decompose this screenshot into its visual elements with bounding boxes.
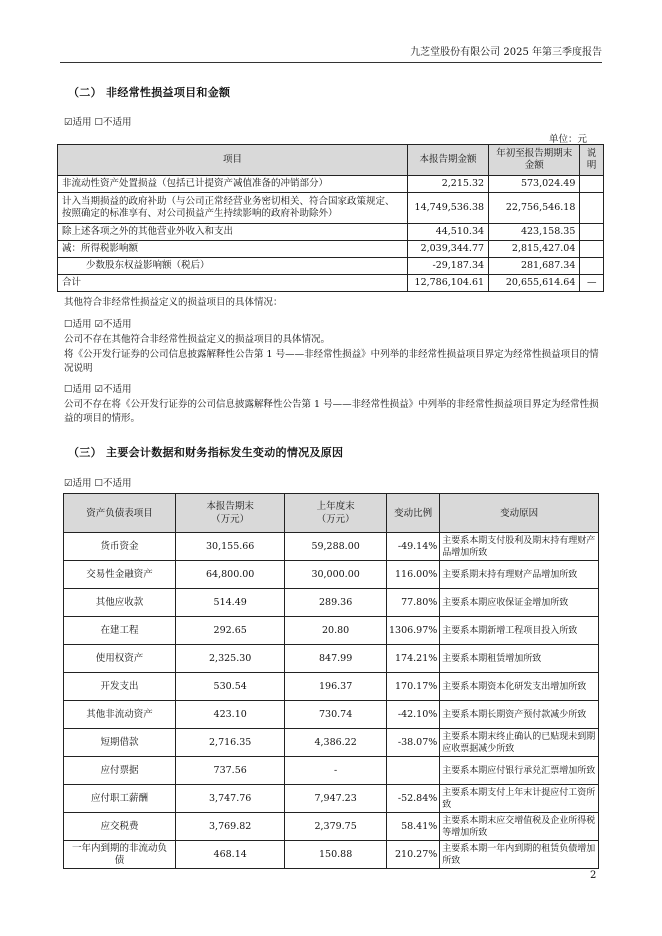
row-reason: 主要系本期资本化研发支出增加所致 <box>440 673 599 701</box>
table-row-total <box>58 275 604 292</box>
row-ytd: 22,756,546.18 <box>489 193 580 224</box>
row-pct: 210.27% <box>386 841 439 869</box>
row-prior: 2,379.75 <box>285 813 387 841</box>
row-reason: 主要系本期应收保证金增加所致 <box>440 589 599 617</box>
table-row <box>64 673 599 701</box>
table-row <box>64 645 599 673</box>
row-pct: -38.07% <box>386 729 439 757</box>
row-item: 短期借款 <box>64 729 176 757</box>
row-reason: 主要系期末持有理财产品增加所致 <box>440 561 599 589</box>
row-current: 64,800.00 <box>176 561 285 589</box>
table-row <box>64 589 599 617</box>
table-row <box>64 561 599 589</box>
row-ytd: 2,815,427.04 <box>489 241 580 258</box>
table-row <box>64 617 599 645</box>
page-number: 2 <box>590 870 597 881</box>
column-header: 资产负债表项目 <box>64 494 176 533</box>
paragraph: 将《公开发行证券的公司信息披露解释性公告第 1 号——非经常性损益》中列举的非经常性损益项目界定为经常性损益项目的情况说明 <box>64 349 599 374</box>
row-note <box>580 224 604 241</box>
row-prior: 7,947.23 <box>285 785 387 813</box>
row-reason: 主要系本期一年内到期的租赁负债增加所致 <box>440 841 599 869</box>
row-pct: 58.41% <box>386 813 439 841</box>
row-prior: 20.80 <box>285 617 387 645</box>
row-current: 423.10 <box>176 701 285 729</box>
row-pct: 116.00% <box>386 561 439 589</box>
column-header: 变动比例 <box>386 494 439 533</box>
row-item: 开发支出 <box>64 673 176 701</box>
column-header: 本报告期末 （万元） <box>176 494 285 533</box>
row-current: 2,039,344.77 <box>407 241 488 258</box>
column-header: 本报告期金额 <box>407 145 488 176</box>
row-current: 514.49 <box>176 589 285 617</box>
row-current: 468.14 <box>176 841 285 869</box>
table-row <box>64 841 599 869</box>
row-item: 少数股东权益影响额（税后） <box>58 258 408 275</box>
row-item: 货币资金 <box>64 533 176 561</box>
row-item: 其他非流动资产 <box>64 701 176 729</box>
row-item: 应付票据 <box>64 757 176 785</box>
row-current: 12,786,104.61 <box>407 275 488 292</box>
row-pct: 170.17% <box>386 673 439 701</box>
row-reason: 主要系本期长期资产预付款减少所致 <box>440 701 599 729</box>
row-item: 使用权资产 <box>64 645 176 673</box>
row-prior: 150.88 <box>285 841 387 869</box>
table-row <box>58 193 604 224</box>
table-row <box>64 701 599 729</box>
row-item: 应交税费 <box>64 813 176 841</box>
row-note <box>580 241 604 258</box>
row-current: 14,749,536.38 <box>407 193 488 224</box>
column-header: 变动原因 <box>440 494 599 533</box>
column-header: 说明 <box>580 145 604 176</box>
table-row <box>64 785 599 813</box>
row-item: 计入当期损益的政府补助（与公司正常经营业务密切相关、符合国家政策规定、按照确定的标准享有、对公司损益产生持续影响的政府补助除外） <box>58 193 408 224</box>
row-prior: 847.99 <box>285 645 387 673</box>
row-current: 2,325.30 <box>176 645 285 673</box>
row-ytd: 423,158.35 <box>489 224 580 241</box>
row-pct: 1306.97% <box>386 617 439 645</box>
row-ytd: 20,655,614.64 <box>489 275 580 292</box>
nonrecurring-table <box>57 144 604 292</box>
page-header: 九芝堂股份有限公司 2025 年第三季度报告 <box>60 46 602 63</box>
applicable-checkbox-1: ☑适用 ☐不适用 <box>64 117 132 128</box>
row-reason: 主要系本期末应交增值税及企业所得税等增加所致 <box>440 813 599 841</box>
section-heading-nonrecurring: （二） 非经常性损益项目和金额 <box>68 86 231 99</box>
row-current: 530.54 <box>176 673 285 701</box>
row-current: 44,510.34 <box>407 224 488 241</box>
table-header-row <box>58 145 604 176</box>
row-pct: 174.21% <box>386 645 439 673</box>
row-note <box>580 258 604 275</box>
table-row <box>64 729 599 757</box>
table-header-row <box>64 494 599 533</box>
row-current: 30,155.66 <box>176 533 285 561</box>
column-header: 上年度末 （万元） <box>285 494 387 533</box>
row-pct: -42.10% <box>386 701 439 729</box>
paragraph: 其他符合非经常性损益定义的损益项目的具体情况： <box>64 297 283 308</box>
row-current: 737.56 <box>176 757 285 785</box>
row-ytd: 573,024.49 <box>489 176 580 193</box>
row-item: 一年内到期的非流动负债 <box>64 841 176 869</box>
applicable-checkbox-2: ☐适用 ☑不适用 <box>64 319 132 330</box>
table-row <box>58 176 604 193</box>
row-current: 3,747.76 <box>176 785 285 813</box>
row-item: 应付职工薪酬 <box>64 785 176 813</box>
balance-sheet-changes-table <box>63 493 599 869</box>
row-note: — <box>580 275 604 292</box>
unit-label: 单位：元 <box>548 134 587 145</box>
applicable-checkbox-4: ☑适用 ☐不适用 <box>64 478 132 489</box>
paragraph: 公司不存在将《公开发行证券的公司信息披露解释性公告第 1 号——非经常性损益》中列举的非经常性损益项目界定为经常性损益的项目的情形。 <box>64 399 599 424</box>
column-header: 项目 <box>58 145 408 176</box>
row-pct: -49.14% <box>386 533 439 561</box>
row-prior: 4,386.22 <box>285 729 387 757</box>
row-current: 3,769.82 <box>176 813 285 841</box>
row-reason: 主要系本期新增工程项目投入所致 <box>440 617 599 645</box>
row-prior: - <box>285 757 387 785</box>
row-current: -29,187.34 <box>407 258 488 275</box>
row-item: 在建工程 <box>64 617 176 645</box>
row-current: 292.65 <box>176 617 285 645</box>
row-reason: 主要系本期应付银行承兑汇票增加所致 <box>440 757 599 785</box>
row-current: 2,716.35 <box>176 729 285 757</box>
row-reason: 主要系本期支付股利及期末持有理财产品增加所致 <box>440 533 599 561</box>
applicable-checkbox-3: ☐适用 ☑不适用 <box>64 384 132 395</box>
row-pct: 77.80% <box>386 589 439 617</box>
table-row <box>64 533 599 561</box>
section-heading-changes: （三） 主要会计数据和财务指标发生变动的情况及原因 <box>68 446 344 459</box>
row-prior: 730.74 <box>285 701 387 729</box>
row-prior: 59,288.00 <box>285 533 387 561</box>
row-item: 除上述各项之外的其他营业外收入和支出 <box>58 224 408 241</box>
table-row <box>64 813 599 841</box>
row-ytd: 281,687.34 <box>489 258 580 275</box>
table-row <box>58 258 604 275</box>
row-prior: 196.37 <box>285 673 387 701</box>
paragraph: 公司不存在其他符合非经常性损益定义的损益项目的具体情况。 <box>64 334 331 345</box>
row-note <box>580 176 604 193</box>
row-pct: -52.84% <box>386 785 439 813</box>
row-pct <box>386 757 439 785</box>
row-note <box>580 193 604 224</box>
table-row <box>58 224 604 241</box>
row-prior: 30,000.00 <box>285 561 387 589</box>
row-current: 2,215.32 <box>407 176 488 193</box>
row-reason: 主要系本期租赁增加所致 <box>440 645 599 673</box>
row-item: 减：所得税影响额 <box>58 241 408 258</box>
row-prior: 289.36 <box>285 589 387 617</box>
row-reason: 主要系本期支付上年末计提应付工资所致 <box>440 785 599 813</box>
row-item: 其他应收款 <box>64 589 176 617</box>
column-header: 年初至报告期期末金额 <box>489 145 580 176</box>
row-item: 交易性金融资产 <box>64 561 176 589</box>
table-row <box>58 241 604 258</box>
row-item: 合计 <box>58 275 408 292</box>
table-row <box>64 757 599 785</box>
row-item: 非流动性资产处置损益（包括已计提资产减值准备的冲销部分） <box>58 176 408 193</box>
row-reason: 主要系本期末终止确认的已贴现未到期应收票据减少所致 <box>440 729 599 757</box>
